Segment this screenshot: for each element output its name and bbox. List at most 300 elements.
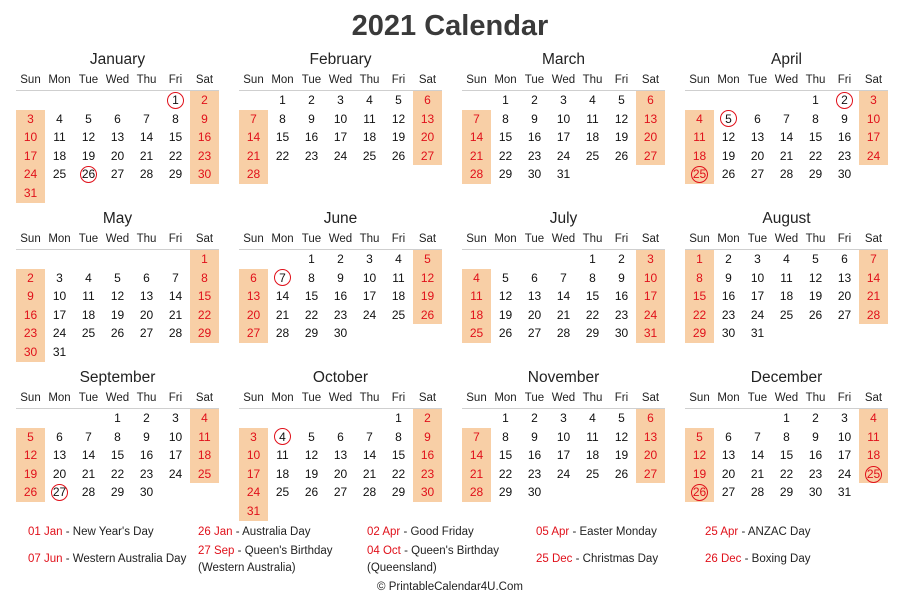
day-cell: 22 <box>498 148 513 163</box>
empty-cell <box>16 91 45 110</box>
day-cell: 11 <box>198 429 211 444</box>
week-row <box>16 409 219 428</box>
day-cell: 28 <box>275 326 290 341</box>
day-cell: 12 <box>721 130 736 145</box>
empty-cell <box>74 343 103 362</box>
day-cell: 6 <box>841 252 848 266</box>
week-row <box>685 465 888 484</box>
empty-cell <box>103 184 132 203</box>
day-cell: 10 <box>23 130 38 145</box>
holiday-item: 02 Apr - Good Friday <box>367 526 474 538</box>
weekday-label: Sat <box>641 233 660 245</box>
day-cell: 16 <box>333 289 348 304</box>
day-cell: 29 <box>197 326 212 341</box>
day-cell: 17 <box>556 130 571 145</box>
day-cell: 21 <box>139 148 154 163</box>
weekday-label: Thu <box>805 392 826 404</box>
empty-cell <box>462 250 491 269</box>
weekday-label: Thu <box>136 233 157 245</box>
day-cell: 1 <box>395 411 402 425</box>
day-cell: 13 <box>246 289 261 304</box>
empty-cell <box>413 502 442 521</box>
day-cell: 12 <box>498 289 513 304</box>
day-cell: 9 <box>725 270 732 285</box>
week-row <box>239 147 442 166</box>
month-grid <box>16 70 219 203</box>
empty-cell <box>161 184 190 203</box>
day-cell: 14 <box>866 270 881 285</box>
day-cell: 21 <box>362 466 377 481</box>
week-row <box>462 306 665 325</box>
empty-cell <box>801 324 830 343</box>
footer-credit: © PrintableCalendar4U.Com <box>377 581 523 593</box>
month-grid <box>685 70 888 184</box>
day-rows <box>239 91 442 184</box>
day-cell: 1 <box>696 252 703 266</box>
day-cell: 26 <box>614 466 629 481</box>
day-cell: 29 <box>304 326 319 341</box>
empty-cell <box>103 343 132 362</box>
week-row <box>462 324 665 343</box>
day-cell: 30 <box>333 326 348 341</box>
day-cell: 18 <box>585 448 600 463</box>
day-cell: 15 <box>498 448 513 463</box>
day-cell: 26 <box>420 307 435 322</box>
day-cell: 21 <box>81 466 96 481</box>
day-cell: 17 <box>168 448 183 463</box>
weekday-label: Sun <box>243 74 264 86</box>
weekday-label: Tue <box>524 392 545 404</box>
empty-cell <box>161 483 190 502</box>
weekday-label: Sun <box>20 392 41 404</box>
week-row <box>239 128 442 147</box>
day-cell: 17 <box>23 148 38 163</box>
day-cell: 31 <box>643 326 658 341</box>
holiday-name: Western Australia Day <box>72 553 187 565</box>
month-name: May <box>102 210 133 227</box>
week-row <box>16 128 219 147</box>
day-cell: 15 <box>168 130 183 145</box>
week-row <box>16 269 219 288</box>
day-cell: 13 <box>110 130 125 145</box>
day-cell: 9 <box>841 111 848 126</box>
week-row <box>685 110 888 129</box>
weekday-label: Thu <box>359 392 380 404</box>
day-cell: 2 <box>725 252 732 266</box>
day-cell: 21 <box>750 466 765 481</box>
week-row <box>685 269 888 288</box>
day-cell: 6 <box>143 270 150 285</box>
weekday-label: Tue <box>747 233 768 245</box>
day-cell: 27 <box>246 326 261 341</box>
holiday-name: New Year's Day <box>72 526 154 538</box>
day-cell: 20 <box>333 466 348 481</box>
weekday-label: Wed <box>105 392 130 404</box>
week-row <box>462 446 665 465</box>
day-cell: 6 <box>114 111 121 126</box>
day-cell: 12 <box>304 448 319 463</box>
day-cell: 29 <box>110 485 125 500</box>
weekday-header <box>462 388 665 409</box>
week-row <box>239 483 442 502</box>
day-cell: 22 <box>498 466 513 481</box>
weekday-label: Wed <box>328 392 353 404</box>
day-cell: 25 <box>275 485 290 500</box>
day-cell: 1 <box>502 411 509 425</box>
weekday-label: Thu <box>359 74 380 86</box>
day-cell: 14 <box>556 289 571 304</box>
weekday-label: Wed <box>105 74 130 86</box>
day-cell: 25 <box>197 466 212 481</box>
empty-cell <box>190 483 219 502</box>
weekday-label: Thu <box>582 74 603 86</box>
day-cell: 24 <box>168 466 183 481</box>
day-cell: 20 <box>837 289 852 304</box>
day-cell: 1 <box>589 252 596 266</box>
weekday-label: Tue <box>78 392 99 404</box>
day-cell: 3 <box>27 111 34 126</box>
day-cell: 5 <box>308 429 315 444</box>
day-cell: 24 <box>750 307 765 322</box>
day-cell: 3 <box>56 270 63 285</box>
day-rows <box>239 250 442 343</box>
day-cell: 4 <box>85 270 92 285</box>
day-cell: 24 <box>556 466 571 481</box>
day-cell: 15 <box>585 289 600 304</box>
day-cell: 20 <box>246 307 261 322</box>
holiday-item: 25 Apr - ANZAC Day <box>705 526 811 538</box>
weekday-header <box>239 388 442 409</box>
day-cell: 8 <box>812 111 819 126</box>
day-cell: 11 <box>780 270 793 285</box>
week-row <box>462 428 665 447</box>
day-cell: 7 <box>473 111 480 126</box>
day-cell: 26 <box>498 326 513 341</box>
week-row <box>462 91 665 110</box>
weekday-label: Tue <box>524 74 545 86</box>
day-cell: 13 <box>721 448 736 463</box>
weekday-label: Sun <box>689 74 710 86</box>
day-cell: 29 <box>808 167 823 182</box>
day-cell: 27 <box>527 326 542 341</box>
day-cell: 17 <box>362 289 377 304</box>
day-cell: 6 <box>647 93 654 107</box>
day-cell: 23 <box>304 148 319 163</box>
day-cell: 25 <box>52 167 67 182</box>
day-cell: 27 <box>643 148 658 163</box>
day-cell: 3 <box>560 93 567 107</box>
day-cell: 10 <box>866 111 881 126</box>
day-cell: 8 <box>395 429 402 444</box>
day-cell: 14 <box>275 289 290 304</box>
day-cell: 4 <box>696 111 703 126</box>
day-cell: 11 <box>276 448 289 463</box>
day-cell: 9 <box>618 270 625 285</box>
weekday-label: Fri <box>391 233 406 245</box>
day-cell: 31 <box>246 503 261 518</box>
holiday-day-cell: 1 <box>161 91 190 110</box>
week-row <box>462 465 665 484</box>
empty-cell <box>578 165 607 184</box>
day-cell: 30 <box>197 167 212 182</box>
weekday-label: Sun <box>20 233 41 245</box>
weekday-label: Sat <box>641 74 660 86</box>
day-cell: 24 <box>333 148 348 163</box>
day-cell: 23 <box>420 466 435 481</box>
day-cell: 28 <box>556 326 571 341</box>
weekday-label: Wed <box>328 74 353 86</box>
empty-cell <box>772 324 801 343</box>
day-cell: 25 <box>362 148 377 163</box>
week-row <box>16 165 219 184</box>
day-cell: 15 <box>779 448 794 463</box>
weekday-label: Mon <box>48 233 71 245</box>
day-cell: 24 <box>23 167 38 182</box>
day-cell: 20 <box>750 148 765 163</box>
empty-cell <box>355 165 384 184</box>
day-cell: 7 <box>870 252 877 266</box>
day-cell: 7 <box>560 270 567 285</box>
weekday-header <box>462 70 665 91</box>
weekday-header <box>16 70 219 91</box>
month-june <box>239 209 442 343</box>
holiday-day-cell: 2 <box>830 91 859 110</box>
day-cell: 16 <box>721 289 736 304</box>
month-may <box>16 209 219 362</box>
day-cell: 2 <box>337 252 344 266</box>
day-cell: 16 <box>808 448 823 463</box>
day-cell: 28 <box>779 167 794 182</box>
weekday-label: Fri <box>614 74 629 86</box>
week-row <box>685 483 888 502</box>
empty-cell <box>685 409 714 428</box>
day-cell: 27 <box>333 485 348 500</box>
holiday-day-cell: 25 <box>685 165 714 184</box>
weekday-label: Tue <box>747 392 768 404</box>
day-cell: 14 <box>469 448 484 463</box>
day-cell: 20 <box>52 466 67 481</box>
day-cell: 29 <box>391 485 406 500</box>
day-cell: 9 <box>308 111 315 126</box>
weekday-label: Tue <box>78 233 99 245</box>
day-cell: 9 <box>424 429 431 444</box>
month-april <box>685 50 888 184</box>
weekday-label: Mon <box>717 392 740 404</box>
holiday-date: 04 Oct <box>367 545 401 557</box>
day-cell: 11 <box>470 289 483 304</box>
weekday-label: Fri <box>837 74 852 86</box>
empty-cell <box>45 250 74 269</box>
empty-cell <box>190 343 219 362</box>
day-cell: 16 <box>527 448 542 463</box>
day-cell: 3 <box>337 93 344 107</box>
month-grid <box>462 229 665 343</box>
empty-cell <box>74 91 103 110</box>
week-row <box>685 250 888 269</box>
day-cell: 30 <box>721 326 736 341</box>
month-name: October <box>312 369 369 386</box>
day-cell: 13 <box>750 130 765 145</box>
empty-cell <box>714 91 743 110</box>
day-cell: 25 <box>469 326 484 341</box>
day-cell: 18 <box>197 448 212 463</box>
empty-cell <box>45 91 74 110</box>
day-cell: 15 <box>197 289 212 304</box>
day-cell: 2 <box>27 270 34 285</box>
week-row <box>16 306 219 325</box>
holiday-name: Queen's Birthday (Western Australia) <box>198 545 333 574</box>
day-cell: 12 <box>23 448 38 463</box>
empty-cell <box>268 250 297 269</box>
day-cell: 21 <box>168 307 183 322</box>
day-cell: 10 <box>837 429 852 444</box>
day-cell: 10 <box>750 270 765 285</box>
week-row <box>685 446 888 465</box>
week-row <box>16 287 219 306</box>
empty-cell <box>413 324 442 343</box>
day-cell: 20 <box>527 307 542 322</box>
day-cell: 6 <box>250 270 257 285</box>
day-cell: 21 <box>556 307 571 322</box>
day-cell: 17 <box>866 130 881 145</box>
day-cell: 31 <box>23 185 38 200</box>
day-cell: 2 <box>143 411 150 425</box>
week-row <box>462 409 665 428</box>
day-cell: 3 <box>647 252 654 266</box>
day-cell: 13 <box>139 289 154 304</box>
day-cell: 19 <box>420 289 435 304</box>
day-cell: 16 <box>837 130 852 145</box>
day-cell: 26 <box>808 307 823 322</box>
week-row <box>16 91 219 110</box>
month-name: July <box>549 210 578 227</box>
week-row <box>16 324 219 343</box>
day-rows <box>685 250 888 343</box>
day-cell: 24 <box>52 326 67 341</box>
day-cell: 22 <box>391 466 406 481</box>
weekday-label: Sun <box>20 74 41 86</box>
day-cell: 16 <box>197 130 212 145</box>
holiday-date: 26 Jan <box>198 526 233 538</box>
day-cell: 13 <box>837 270 852 285</box>
day-cell: 10 <box>556 429 571 444</box>
day-cell: 14 <box>779 130 794 145</box>
day-cell: 30 <box>614 326 629 341</box>
day-cell: 22 <box>197 307 212 322</box>
holiday-day-cell: 27 <box>45 483 74 502</box>
day-cell: 14 <box>469 130 484 145</box>
day-cell: 15 <box>275 130 290 145</box>
weekday-label: Tue <box>301 233 322 245</box>
weekday-label: Mon <box>48 74 71 86</box>
day-cell: 26 <box>614 148 629 163</box>
day-cell: 18 <box>391 289 406 304</box>
day-cell: 28 <box>750 485 765 500</box>
empty-cell <box>714 409 743 428</box>
empty-cell <box>45 409 74 428</box>
day-cell: 2 <box>531 93 538 107</box>
day-cell: 8 <box>279 111 286 126</box>
day-cell: 6 <box>424 93 431 107</box>
day-cell: 5 <box>502 270 509 285</box>
day-cell: 12 <box>808 270 823 285</box>
day-cell: 23 <box>721 307 736 322</box>
day-cell: 15 <box>304 289 319 304</box>
day-cell: 4 <box>783 252 790 266</box>
weekday-label: Mon <box>717 233 740 245</box>
empty-cell <box>268 165 297 184</box>
day-cell: 21 <box>469 148 484 163</box>
holiday-date: 05 Apr <box>536 526 570 538</box>
day-cell: 1 <box>114 411 121 425</box>
month-name: February <box>309 51 372 68</box>
day-rows <box>685 409 888 502</box>
day-cell: 19 <box>614 130 629 145</box>
day-cell: 17 <box>246 466 261 481</box>
week-row <box>239 446 442 465</box>
holiday-date: 07 Jun <box>28 553 63 565</box>
day-cell: 18 <box>469 307 484 322</box>
day-cell: 27 <box>721 485 736 500</box>
empty-cell <box>355 502 384 521</box>
day-cell: 15 <box>692 289 707 304</box>
weekday-label: Mon <box>494 74 517 86</box>
day-cell: 1 <box>783 411 790 425</box>
day-rows <box>239 409 442 521</box>
day-cell: 18 <box>362 130 377 145</box>
week-row <box>462 147 665 166</box>
day-cell: 7 <box>143 111 150 126</box>
month-grid <box>16 229 219 362</box>
day-cell: 6 <box>647 411 654 425</box>
week-row <box>462 483 665 502</box>
week-row <box>16 428 219 447</box>
day-cell: 20 <box>139 307 154 322</box>
weekday-label: Sun <box>689 392 710 404</box>
week-row <box>239 306 442 325</box>
empty-cell <box>297 409 326 428</box>
day-cell: 15 <box>110 448 125 463</box>
day-cell: 10 <box>168 429 183 444</box>
weekday-header <box>685 388 888 409</box>
week-row <box>685 306 888 325</box>
holiday-name: Easter Monday <box>579 526 657 538</box>
empty-cell <box>384 165 413 184</box>
weekday-header <box>685 229 888 250</box>
day-cell: 4 <box>473 270 480 285</box>
day-cell: 19 <box>391 130 406 145</box>
week-row <box>685 324 888 343</box>
day-cell: 5 <box>395 93 402 107</box>
day-cell: 1 <box>812 93 819 107</box>
empty-cell <box>16 409 45 428</box>
day-cell: 5 <box>618 411 625 425</box>
day-cell: 21 <box>469 466 484 481</box>
empty-cell <box>636 483 665 502</box>
empty-cell <box>45 184 74 203</box>
weekday-label: Wed <box>551 233 576 245</box>
day-cell: 28 <box>139 167 154 182</box>
day-cell: 30 <box>527 485 542 500</box>
day-cell: 4 <box>201 411 208 425</box>
day-cell: 10 <box>52 289 67 304</box>
day-cell: 28 <box>469 485 484 500</box>
weekday-label: Sat <box>418 392 437 404</box>
week-row <box>685 409 888 428</box>
day-cell: 29 <box>498 167 513 182</box>
day-cell: 5 <box>114 270 121 285</box>
empty-cell <box>859 483 888 502</box>
